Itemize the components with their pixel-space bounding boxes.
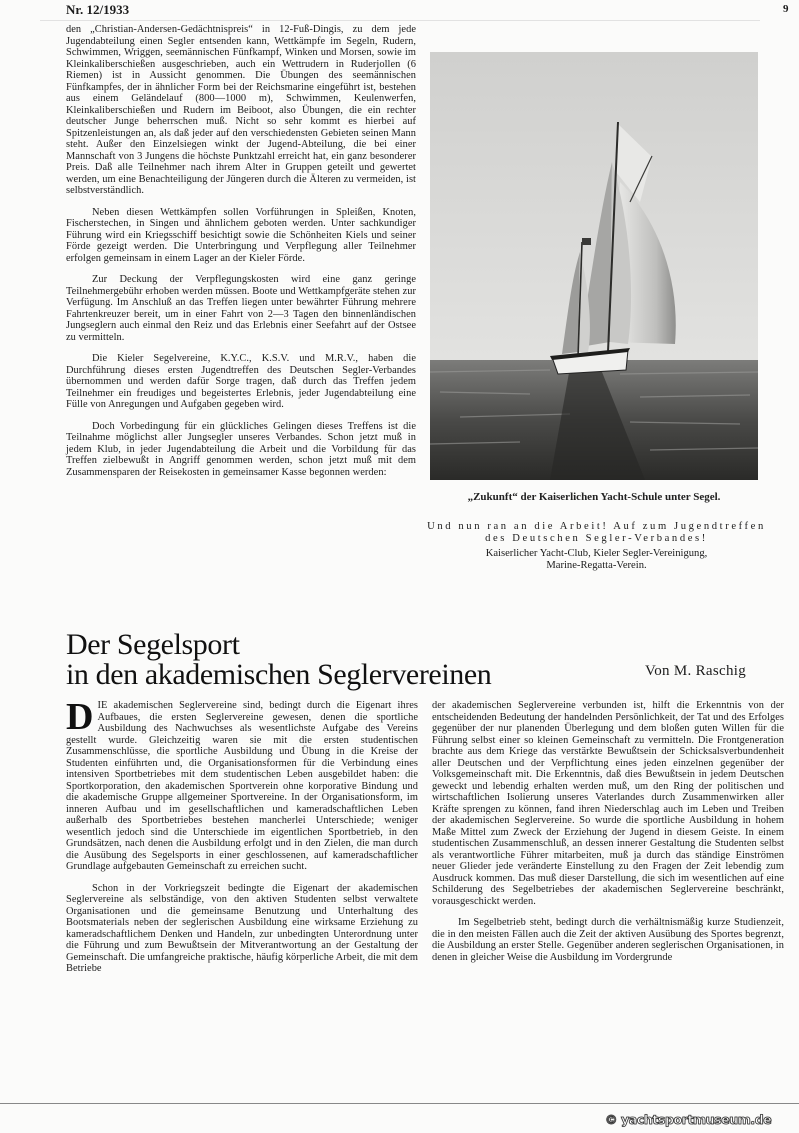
footer-rule	[0, 1103, 799, 1104]
drop-cap: D	[66, 696, 94, 738]
paragraph: Neben diesen Wettkämpfen sollen Vorführungen in Spleißen, Knoten, Fischerstechen, in Singen und ähnlichem geboten werden. Unter sachkundiger Führung wird ein Kriegsschiff besichtigt sowie die Schönheiten Kiels und seiner Förde gezeigt werden. Die Unterbringung und Verpflegung aller Teilnehmer erfolgen gemeinsam in einem Lager an der Kieler Förde.	[66, 206, 416, 264]
paragraph: der akademischen Seglervereine verbunden ist, hilft die Erkenntnis von der entscheidenden Bedeutung der handelnden Persönlichkeit, der Tat und des Erfolges gegenüber der nur planenden Überlegung und dem bloßen guten Willen für die Führung selbst einer so kleinen Gemeinschaft zu vermitteln. Die Frontgeneration brachte aus dem Kriege das verstärkte Bewußtsein der Schicksalsverbundenheit aller Deutschen und der Verpflichtung eines jeden einzelnen gegenüber der Volksgemeinschaft mit. Die Erkenntnis, daß dies Bewußtsein in jedem Deutschen geweckt und lebendig erhalten werden muß, um den Ring der politischen und wirtschaftlichen Isolierung unseres Vaterlandes durch Zusammenwirken aller Kräfte sprengen zu können, fand ihren Niederschlag auch im Leben und Treiben der akademischen Seglervereine. So wurde die sportliche Ausbildung in hohem Maße Mittel zum Zweck der Erziehung der Jugend in diesem Geiste. In einem studentischen Zusammenschluß, an dessen innerer Gestaltung die Studenten selbst als verantwortliche Führer mitarbeiten, muß ja durch das ständige Einströmen neuer Glieder jede veränderte Einstellung zu den Fragen der Zeit lebendig zum Ausdruck kommen. Das muß dieser Darstellung, die sich im wesentlichen auf eine Schilderung des Segelbetriebes der akademischen Seglervereine beschränkt, vorausgeschickt werden.	[432, 700, 784, 907]
copyright-watermark: © yachtsportmuseum.de	[605, 1112, 772, 1127]
top-article-column	[66, 24, 416, 478]
article-author: Von M. Raschig	[645, 663, 747, 679]
title-line-1: Der Segelsport	[66, 628, 240, 661]
paragraph-text: IE akademischen Seglervereine sind, bedingt durch die Eigenart ihres Aufbaues, die ersten Seglervereine gewesen, denen die sportliche Ausbildung des Nachwuchses als wesentlichste Aufgabe des Vereins gestellt wurde. Gleichzeitig waren sie mit die ersten studentischen Zusammenschlüsse, die sportliche Ausbildung und Übung in die Kreise der Studenten einführten und, die Organisationsformen für die Verbindung eines intensiven Sportbetriebes mit dem studentischen Leben ausgebildet haben: die Sportkorporation, den akademischen Sportverein ohne korporative Bindung und die akademische Gruppe allgemeiner Sportvereine. In der Organisationsform, im inneren Aufbau und im gesellschaftlichen und kameradschaftlichen Leben außerhalb des Sportbetriebes bestehen mancherlei Unterschiede; weniger wesentlich jedoch sind die Unterschiede im eigentlichen Sportbetrieb, in den Grundsätzen, nach denen die Ausbildung erfolgt und in den Zielen, die man durch die Ausübung des Segelsports in einer geschlossenen, auf kameradschaftlicher Grundlage aufgebauten Gemeinschaft zu erreichen sucht.	[66, 700, 418, 872]
paragraph: Zur Deckung der Verpflegungskosten wird eine ganz geringe Teilnehmergebühr erhoben werden müssen. Boote und Wettkampfgeräte stehen zur Verfügung. Im Anschluß an das Treffen liegen unter bewährter Führung mehrere Fahrtenkreuzer bereit, um in einer Fahrt von 2—3 Tagen den binnenländischen Jungseglern auch einmal den Reiz und das Erlebnis einer Seefahrt auf der Ostsee zu vermitteln.	[66, 274, 416, 343]
article-left-column	[66, 696, 419, 975]
signatories-line-2: Marine-Regatta-Verein.	[546, 559, 647, 571]
signatories-line-1: Kaiserlicher Yacht-Club, Kieler Segler-Vereinigung,	[485, 548, 708, 559]
schooner-image-icon	[430, 52, 758, 480]
article-title	[66, 630, 491, 690]
paragraph: Doch Vorbedingung für ein glückliches Gelingen dieses Treffens ist die Teilnahme möglichst aller Jungsegler unseres Verbandes. Schon jetzt muß in jedem Klub, in jeder Jugendabteilung die Arbeit und die Vorbildung für das Treffen zielbewußt in Angriff genommen werden, schon jetzt muß mit dem Zusammensparen der Reisekosten in gemeinsamer Kasse begonnen werden:	[66, 420, 416, 478]
title-line-2: in den akademischen Seglervereinen	[66, 658, 492, 691]
paragraph: Die Kieler Segelvereine, K.Y.C., K.S.V. und M.R.V., haben die Durchführung dieses ersten Jugendtreffen des Deutschen Segler-Verbandes übernommen und werden dafür Sorge tragen, daß durch das Treffen jedem Teilnehmer ein freudiges und begeistertes Erlebnis, jeder Jugendabteilung eine Fülle von Anregungen und Aufgaben gegeben wird.	[66, 353, 416, 410]
paragraph: den „Christian-Andersen-Gedächtnispreis“ in 12-Fuß-Dingis, zu dem jede Jugendabteilung einen Segler entsenden kann, Wettkämpfe im Segeln, Rudern, Schwimmen, Wriggen, seemännischen Fünfkampf, Winken und Morsen, sowie im Kleinkaliberschießen ausgeschrieben, auch ein Wettrudern in Ruderjollen (6 Riemen) ist in Aussicht genommen. Die Übungen des seemännischen Fünfkampfes, der in ähnlicher Form bei der Reichsmarine eingeführt ist, bestehen aus einem Geländelauf (800—1000 m), Schwimmen, Keulenwerfen, Kleinkaliberschießen und Rudern im Beiboot, also Übungen, die ein rechter deutscher Junge beherrschen muß. Nicht so sehr kommt es hierbei auf Spitzenleistungen an, als daß jeder auf den verschiedensten Gebieten seinen Mann steht. Außer den Einzelsiegen winkt der Jugend-Abteilung, die bei einer Mannschaft von 3 Jungens die höchste Punktzahl erreicht hat, ein ganz besonderer Preis. Daß alle Teilnehmer nach ihrem Alter in Gruppen geteilt und gewertet werden, um eine Benachteiligung der Jüngeren durch die Älteren zu vermeiden, ist selbstverständlich.	[66, 24, 416, 196]
issue-number: Nr. 12/1933	[66, 2, 130, 17]
header-rule	[40, 20, 760, 21]
appeal-call: Und nun ran an die Arbeit! Auf zum Jugendtreffen des Deutschen Segler-Verbandes!	[427, 521, 766, 544]
appeal-signatories	[424, 548, 769, 572]
schooner-photograph	[430, 52, 758, 480]
article-right-column	[432, 700, 784, 963]
paragraph: Schon in der Vorkriegszeit bedingte die Eigenart der akademischen Seglervereine als selbständige, von den aktiven Studenten selbst verwaltete Organisationen und die gemeinsame Benutzung und Unterhaltung des Bootsmaterials neben der seglerischen Ausbildung eine wirksame Erziehung zu kameradschaftlichem Denken und Handeln, zur unbedingten Unterordnung unter die Führung und zum Bewußtsein der Mitverantwortung an der Gestaltung der Gemeinschaft. Die umfangreiche praktische, häufig körperliche Arbeit, die mit dem Betriebe	[66, 882, 419, 974]
page-number: 9	[783, 3, 789, 15]
photo-caption: „Zukunft“ der Kaiserlichen Yacht-Schule unter Segel.	[467, 491, 721, 503]
paragraph	[66, 696, 418, 873]
paragraph: Im Segelbetrieb steht, bedingt durch die verhältnismäßig kurze Studienzeit, die in den meisten Fällen auch die Zeit der aktiven Ausübung des Sportes begrenzt, die Ausbildung an erster Stelle. Gegenüber anderen seglerischen Organisationen, in denen in gleicher Weise die Ausbildung im Vordergrunde	[432, 917, 784, 963]
